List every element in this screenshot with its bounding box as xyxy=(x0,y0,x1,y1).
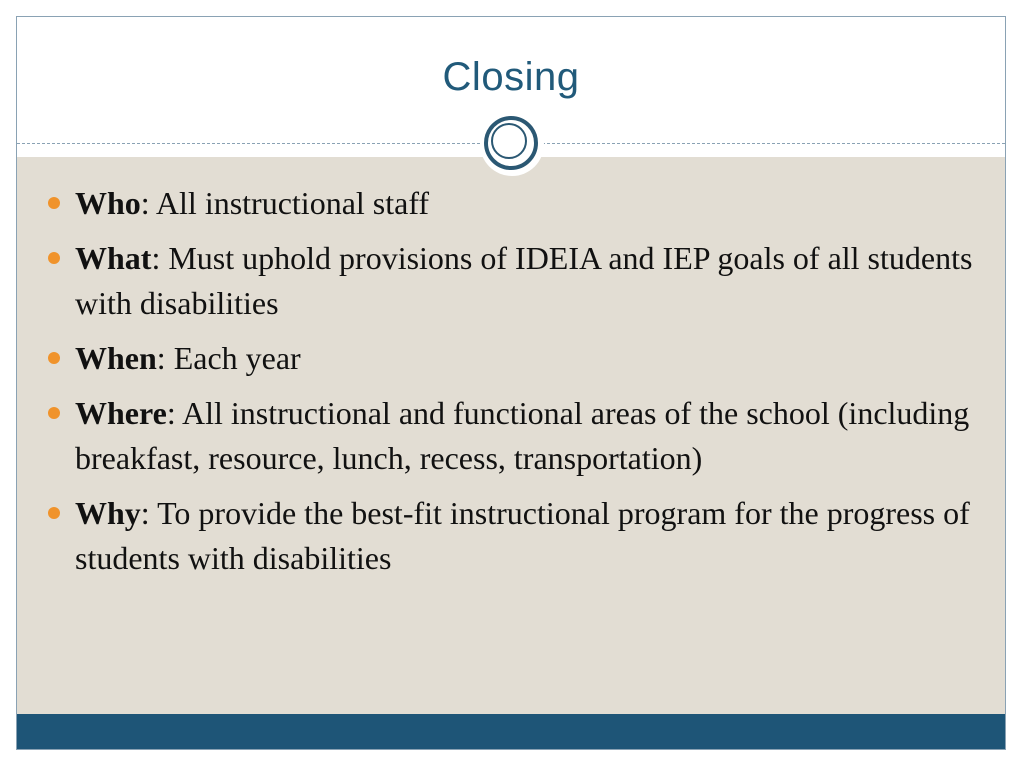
bullet-item-when xyxy=(47,336,982,381)
bullet-text: : Each year xyxy=(156,340,301,376)
bullet-term: Where xyxy=(75,395,167,431)
bullet-term: Who xyxy=(75,185,141,221)
footer-bar xyxy=(17,714,1005,749)
circle-ornament-icon xyxy=(484,116,538,170)
bullet-item-where xyxy=(47,391,982,481)
bullet-text: : Must uphold provisions of IDEIA and IEP goals of all students with disabilities xyxy=(75,240,973,321)
bullet-item-why xyxy=(47,491,982,581)
bullet-text: : All instructional and functional areas of the school (including breakfast, resource, lunch, recess, transportation) xyxy=(75,395,970,476)
bullet-dot-icon xyxy=(48,507,60,519)
bullet-dot-icon xyxy=(48,352,60,364)
bullet-term: Why xyxy=(75,495,141,531)
bullet-dot-icon xyxy=(48,407,60,419)
bullet-dot-icon xyxy=(48,197,60,209)
circle-ornament-inner xyxy=(491,123,527,159)
bullet-text: : To provide the best-fit instructional program for the progress of students with disabilities xyxy=(75,495,970,576)
bullet-dot-icon xyxy=(48,252,60,264)
slide-title: Closing xyxy=(442,55,580,99)
bullet-item-what xyxy=(47,236,982,326)
bullet-list xyxy=(47,181,982,591)
bullet-item-who xyxy=(47,181,982,226)
bullet-text: : All instructional staff xyxy=(140,185,430,221)
slide xyxy=(16,16,1006,750)
bullet-term: When xyxy=(75,340,157,376)
bullet-term: What xyxy=(75,240,152,276)
